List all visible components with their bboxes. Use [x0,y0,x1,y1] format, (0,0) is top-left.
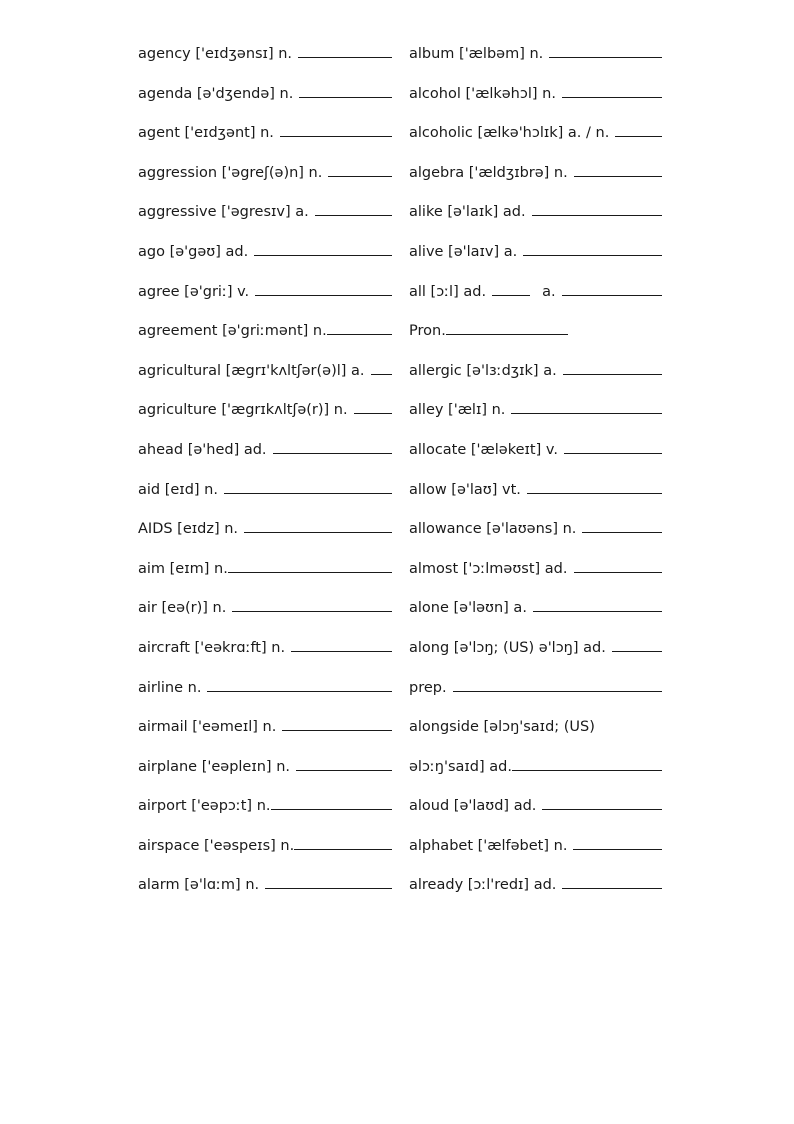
vocab-term: airplane ['eəpleɪn] n. [138,758,290,775]
vocab-row [409,361,662,401]
vocab-row [409,598,662,638]
answer-blank[interactable] [527,480,662,494]
vocab-row [138,836,392,876]
vocab-term: allocate ['æləkeɪt] v. [409,441,558,458]
vocab-term: aid [eɪd] n. [138,481,218,498]
vocab-row [409,717,662,757]
answer-blank[interactable] [453,678,662,692]
vocab-term: allergic [ə'lɜːdʒɪk] a. [409,362,557,379]
vocab-row [409,282,662,322]
answer-blank[interactable] [291,638,392,652]
answer-blank[interactable] [327,321,392,335]
vocab-row [138,598,392,638]
vocab-term: aloud [ə'laʊd] ad. [409,798,537,815]
vocab-term: ago [ə'gəʊ] ad. [138,243,249,260]
vocab-term: airline n. [138,679,202,696]
answer-blank[interactable] [296,757,392,771]
vocab-term: alarm [ə'lɑːm] n. [138,877,260,894]
vocab-term: alcoholic [ælkə'hɔlɪk] a. / n. [409,125,610,142]
vocab-row [409,480,662,520]
right-column [409,44,662,915]
vocab-row [409,678,662,718]
vocab-term: alphabet ['ælfəbet] n. [409,837,568,854]
vocab-row [138,678,392,718]
vocab-row [138,480,392,520]
vocab-term: agriculture ['ægrɪkʌltʃə(r)] n. [138,402,348,419]
answer-blank[interactable] [512,757,662,771]
answer-blank[interactable] [574,559,663,573]
vocab-row [409,836,662,876]
answer-blank[interactable] [315,202,392,216]
vocab-row [138,321,392,361]
answer-blank[interactable] [255,282,392,296]
answer-blank[interactable] [562,282,662,296]
vocab-row [138,282,392,322]
answer-blank[interactable] [573,836,662,850]
vocab-term: prep. [409,679,447,696]
answer-blank[interactable] [232,598,392,612]
answer-blank[interactable] [533,598,662,612]
answer-blank[interactable] [282,717,392,731]
vocab-term: aim [eɪm] n. [138,560,228,577]
vocab-row [138,638,392,678]
vocab-term-secondary: a. [542,283,556,300]
answer-blank[interactable] [273,440,392,454]
vocab-row [138,796,392,836]
vocab-row [138,361,392,401]
vocab-term: airport ['eəpɔːt] n. [138,798,271,815]
vocab-term: AIDS [eɪdz] n. [138,521,239,538]
vocab-row [138,242,392,282]
answer-blank[interactable] [265,875,392,889]
answer-blank[interactable] [562,84,662,98]
vocab-term: alcohol ['ælkəhɔl] n. [409,85,556,102]
vocab-row [409,123,662,163]
vocab-row [409,400,662,440]
vocab-term: airspace ['eəspeɪs] n. [138,837,295,854]
answer-blank[interactable] [563,361,662,375]
vocab-row [409,321,662,361]
vocab-row [409,559,662,599]
vocab-row [138,519,392,559]
answer-blank[interactable] [328,163,392,177]
vocab-term: alike [ə'laɪk] ad. [409,204,526,221]
vocab-row [138,44,392,84]
answer-blank[interactable] [207,678,392,692]
vocab-row [409,44,662,84]
answer-blank[interactable] [354,400,392,414]
vocab-term: aggression ['əgreʃ(ə)n] n. [138,164,323,181]
answer-blank[interactable] [228,559,392,573]
vocab-term: all [ɔːl] ad. [409,283,487,300]
vocab-row [409,638,662,678]
vocab-row [409,163,662,203]
answer-blank[interactable] [582,519,662,533]
answer-blank[interactable] [446,321,568,335]
vocab-row [409,202,662,242]
vocab-term: allowance [ə'laʊəns] n. [409,521,577,538]
answer-blank[interactable] [542,796,662,810]
vocab-term: agricultural [ægrɪ'kʌltʃər(ə)l] a. [138,362,365,379]
vocab-row [409,440,662,480]
vocab-row [409,757,662,797]
vocab-row [138,717,392,757]
vocab-row [409,84,662,124]
vocab-term: airmail ['eəmeɪl] n. [138,719,277,736]
vocab-term: alone [ə'ləʊn] a. [409,600,527,617]
answer-blank[interactable] [224,480,392,494]
answer-blank[interactable] [271,796,393,810]
vocab-term: əlɔːŋ'saɪd] ad. [409,758,512,775]
answer-blank[interactable] [299,84,392,98]
answer-blank[interactable] [298,44,392,58]
vocab-term: alive [ə'laɪv] a. [409,243,518,260]
vocab-term: album ['ælbəm] n. [409,46,544,62]
vocab-term: alley ['ælɪ] n. [409,402,506,419]
answer-blank[interactable] [574,163,662,177]
vocab-row [409,242,662,282]
vocab-term: almost ['ɔːlməʊst] ad. [409,560,568,577]
vocab-row [138,875,392,915]
answer-blank[interactable] [244,519,392,533]
vocab-row [138,400,392,440]
vocab-term: agreement [ə'griːmənt] n. [138,323,327,340]
answer-blank[interactable] [564,440,662,454]
answer-blank[interactable] [612,638,662,652]
vocab-term: air [eə(r)] n. [138,600,227,617]
vocab-row [138,440,392,480]
left-column [138,44,392,915]
vocab-term: ahead [ə'hed] ad. [138,441,267,458]
vocab-term: agree [ə'griː] v. [138,283,250,300]
vocab-term: aircraft ['eəkrɑːft] n. [138,639,286,656]
vocab-term: Pron. [409,323,446,340]
vocab-term: agency ['eɪdʒənsɪ] n. [138,46,293,62]
answer-blank[interactable] [371,361,392,375]
vocab-row [138,757,392,797]
vocab-row [409,875,662,915]
vocab-term: alongside [əlɔŋ'saɪd; (US) [409,719,595,736]
answer-blank[interactable] [532,202,662,216]
answer-blank[interactable] [562,875,662,889]
vocab-row [138,163,392,203]
answer-blank[interactable] [254,242,392,256]
vocab-term: allow [ə'laʊ] vt. [409,481,521,498]
answer-blank[interactable] [492,282,530,296]
answer-blank[interactable] [523,242,662,256]
vocab-term: algebra ['ældʒɪbrə] n. [409,164,568,181]
vocab-row [138,84,392,124]
vocab-row [138,123,392,163]
vocab-row [138,202,392,242]
vocab-term: along [ə'lɔŋ; (US) ə'lɔŋ] ad. [409,639,606,656]
vocab-term: aggressive ['əgresɪv] a. [138,204,309,221]
vocab-term: agenda [ə'dʒendə] n. [138,85,294,102]
answer-blank[interactable] [280,123,392,137]
vocab-row [409,519,662,559]
answer-blank[interactable] [615,123,662,137]
answer-blank[interactable] [511,400,662,414]
vocab-row [409,796,662,836]
answer-blank[interactable] [549,44,662,58]
vocab-row [138,559,392,599]
vocab-term: already [ɔːl'redɪ] ad. [409,877,557,894]
vocab-term: agent ['eɪdʒənt] n. [138,125,274,142]
answer-blank[interactable] [294,836,392,850]
